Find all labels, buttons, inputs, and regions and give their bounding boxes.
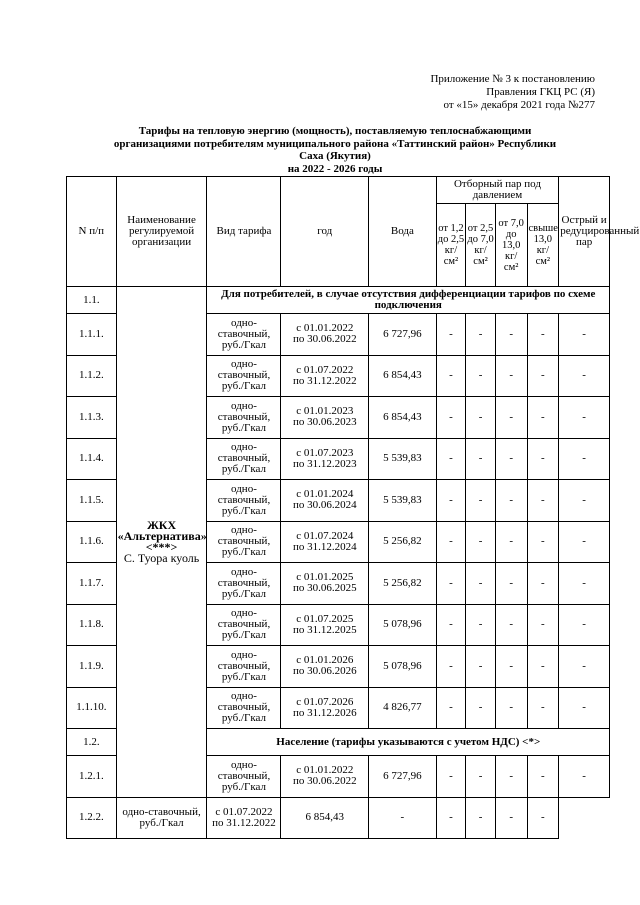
tariff-period	[281, 355, 369, 397]
section-label: Для потребителей, в случае отсутствия дифференциации тарифов по схеме подключения	[207, 287, 610, 314]
annex-reference	[430, 73, 595, 112]
water-tariff: 6 727,96	[369, 756, 437, 798]
steam-3-tariff: -	[495, 438, 527, 480]
tariff-period	[281, 480, 369, 522]
water-tariff: 5 256,82	[369, 563, 437, 605]
section-label: Население (тарифы указываются с учетом НДС) <*>	[207, 729, 610, 756]
steam-4-tariff: -	[527, 521, 559, 563]
steam-4-tariff: -	[527, 355, 559, 397]
tariff-period	[281, 756, 369, 798]
header-org: Наименование регулируемой организации	[116, 177, 207, 287]
steam-1-tariff: -	[436, 480, 466, 522]
steam-4-tariff: -	[527, 687, 559, 729]
steam-1-tariff: -	[369, 797, 437, 839]
period-from: с 01.07.2024	[296, 529, 354, 542]
hot-steam-tariff: -	[559, 756, 610, 798]
water-tariff: 6 854,43	[369, 397, 437, 439]
steam-3-tariff: -	[495, 480, 527, 522]
steam-2-tariff: -	[466, 756, 496, 798]
steam-4-tariff: -	[527, 756, 559, 798]
section-num: 1.2.	[67, 729, 117, 756]
period-from: с 01.07.2022	[296, 363, 354, 376]
header-kind: Вид тарифа	[207, 177, 281, 287]
annex-line-2: Правления ГКЦ РС (Я)	[486, 86, 595, 98]
steam-3-tariff: -	[495, 604, 527, 646]
steam-4-tariff: -	[527, 563, 559, 605]
row-num: 1.1.8.	[67, 604, 117, 646]
tariff-period	[281, 563, 369, 605]
period-from: с 01.07.2026	[296, 695, 354, 708]
tariff-table	[66, 176, 640, 839]
water-tariff: 6 727,96	[369, 314, 437, 356]
steam-1-tariff: -	[436, 521, 466, 563]
row-num: 1.1.9.	[67, 646, 117, 688]
hot-steam-tariff: -	[559, 521, 610, 563]
header-steam-col-4: свыше 13,0 кг/ см²	[527, 204, 559, 287]
tariff-period	[281, 646, 369, 688]
period-to: по 30.06.2025	[292, 582, 357, 595]
row-num: 1.2.2.	[67, 797, 117, 839]
period-from: с 01.01.2022	[296, 764, 354, 777]
period-to: по 30.06.2026	[292, 665, 357, 678]
title-line-4: на 2022 - 2026 годы	[287, 162, 383, 175]
steam-2-tariff: -	[466, 355, 496, 397]
organization-name: ЖКХ «Альтернатива» <***>	[117, 517, 207, 554]
steam-3-tariff: -	[495, 314, 527, 356]
tariff-kind: одно-ставочный, руб./Гкал	[207, 480, 281, 522]
period-from: с 01.01.2022	[296, 322, 354, 335]
period-to: по 30.06.2022	[292, 333, 357, 346]
tariff-row	[67, 797, 610, 839]
water-tariff: 4 826,77	[369, 687, 437, 729]
row-num: 1.1.4.	[67, 438, 117, 480]
period-from: с 01.01.2025	[296, 571, 354, 584]
steam-2-tariff: -	[466, 563, 496, 605]
hot-steam-tariff: -	[559, 355, 610, 397]
period-to: по 31.12.2022	[292, 374, 357, 387]
water-tariff: 5 539,83	[369, 480, 437, 522]
steam-1-tariff: -	[436, 687, 466, 729]
steam-3-tariff: -	[495, 397, 527, 439]
steam-3-tariff: -	[466, 797, 496, 839]
tariff-period	[207, 797, 281, 839]
steam-2-tariff: -	[436, 797, 466, 839]
steam-4-tariff: -	[527, 314, 559, 356]
tariff-kind: одно-ставочный, руб./Гкал	[207, 756, 281, 798]
steam-4-tariff: -	[527, 480, 559, 522]
header-hot-steam: Острый и редуцированный пар	[559, 177, 610, 287]
tariff-kind: одно-ставочный, руб./Гкал	[207, 314, 281, 356]
period-to: по 31.12.2023	[292, 457, 357, 470]
steam-1-tariff: -	[436, 397, 466, 439]
row-num: 1.1.3.	[67, 397, 117, 439]
steam-4-tariff: -	[527, 604, 559, 646]
steam-3-tariff: -	[495, 563, 527, 605]
tariff-period	[281, 314, 369, 356]
steam-1-tariff: -	[436, 314, 466, 356]
steam-1-tariff: -	[436, 355, 466, 397]
hot-steam-tariff: -	[559, 646, 610, 688]
hot-steam-tariff: -	[559, 563, 610, 605]
tariff-kind: одно-ставочный, руб./Гкал	[207, 687, 281, 729]
period-to: по 31.12.2026	[292, 706, 357, 719]
tariff-kind: одно-ставочный, руб./Гкал	[207, 646, 281, 688]
steam-1-tariff: -	[436, 646, 466, 688]
tariff-kind: одно-ставочный, руб./Гкал	[116, 797, 207, 839]
steam-2-tariff: -	[466, 521, 496, 563]
tariff-kind: одно-ставочный, руб./Гкал	[207, 604, 281, 646]
steam-3-tariff: -	[495, 756, 527, 798]
tariff-kind: одно-ставочный, руб./Гкал	[207, 521, 281, 563]
header-year: год	[281, 177, 369, 287]
tariff-period	[281, 397, 369, 439]
period-to: по 30.06.2024	[292, 499, 357, 512]
section-row	[67, 287, 610, 314]
hot-steam-tariff: -	[559, 480, 610, 522]
row-num: 1.1.1.	[67, 314, 117, 356]
steam-1-tariff: -	[436, 756, 466, 798]
hot-steam-tariff: -	[559, 397, 610, 439]
hot-steam-tariff: -	[527, 797, 559, 839]
title-line-2: организациями потребителям муниципального района «Таттинский район» Республики	[113, 137, 557, 150]
period-to: по 31.12.2025	[292, 623, 357, 636]
tariff-period	[281, 521, 369, 563]
hot-steam-tariff: -	[559, 604, 610, 646]
steam-2-tariff: -	[466, 438, 496, 480]
steam-2-tariff: -	[466, 646, 496, 688]
organization-location: С. Туора куоль	[123, 550, 200, 565]
header-water: Вода	[369, 177, 437, 287]
row-num: 1.1.10.	[67, 687, 117, 729]
water-tariff: 5 078,96	[369, 646, 437, 688]
header-steam-col-2: от 2,5 до 7,0 кг/ см²	[466, 204, 496, 287]
row-num: 1.1.5.	[67, 480, 117, 522]
tariff-kind: одно-ставочный, руб./Гкал	[207, 563, 281, 605]
header-steam-col-1: от 1,2 до 2,5 кг/ см²	[436, 204, 466, 287]
period-from: с 01.01.2024	[296, 488, 354, 501]
tariff-kind: одно-ставочный, руб./Гкал	[207, 438, 281, 480]
steam-2-tariff: -	[466, 604, 496, 646]
header-steam-group: Отборный пар под давлением	[436, 177, 559, 204]
steam-3-tariff: -	[495, 355, 527, 397]
steam-4-tariff: -	[527, 646, 559, 688]
tariff-period	[281, 604, 369, 646]
annex-line-3: от «15» декабря 2021 года №277	[443, 99, 595, 111]
water-tariff: 5 078,96	[369, 604, 437, 646]
period-from: с 01.01.2023	[296, 405, 354, 418]
title-line-1: Тарифы на тепловую энергию (мощность), поставляемую теплоснабжающими	[138, 125, 532, 137]
period-from: с 01.07.2022	[215, 805, 273, 818]
section-num: 1.1.	[67, 287, 117, 314]
header-steam-col-3: от 7,0 до 13,0 кг/ см²	[495, 204, 527, 287]
row-num: 1.1.7.	[67, 563, 117, 605]
period-from: с 01.07.2023	[296, 446, 354, 459]
header-num: N п/п	[67, 177, 117, 287]
tariff-kind: одно-ставочный, руб./Гкал	[207, 355, 281, 397]
tariff-period	[281, 687, 369, 729]
water-tariff: 6 854,43	[281, 797, 369, 839]
steam-1-tariff: -	[436, 563, 466, 605]
row-num: 1.2.1.	[67, 756, 117, 798]
row-num: 1.1.6.	[67, 521, 117, 563]
period-to: по 30.06.2022	[292, 775, 357, 788]
steam-2-tariff: -	[466, 397, 496, 439]
steam-4-tariff: -	[527, 438, 559, 480]
steam-2-tariff: -	[466, 480, 496, 522]
steam-2-tariff: -	[466, 314, 496, 356]
period-from: с 01.07.2025	[296, 612, 354, 625]
document-title	[70, 125, 600, 175]
period-to: по 30.06.2023	[292, 416, 357, 429]
steam-4-tariff: -	[495, 797, 527, 839]
water-tariff: 5 539,83	[369, 438, 437, 480]
row-num: 1.1.2.	[67, 355, 117, 397]
tariff-period	[281, 438, 369, 480]
steam-4-tariff: -	[527, 397, 559, 439]
organization-cell	[116, 287, 207, 798]
steam-3-tariff: -	[495, 646, 527, 688]
header-row-1	[67, 177, 610, 204]
hot-steam-tariff: -	[559, 314, 610, 356]
water-tariff: 6 854,43	[369, 355, 437, 397]
annex-line-1: Приложение № 3 к постановлению	[430, 73, 595, 85]
period-to: по 31.12.2022	[212, 816, 276, 829]
steam-2-tariff: -	[466, 687, 496, 729]
water-tariff: 5 256,82	[369, 521, 437, 563]
period-from: с 01.01.2026	[296, 654, 354, 667]
steam-1-tariff: -	[436, 604, 466, 646]
steam-3-tariff: -	[495, 687, 527, 729]
steam-3-tariff: -	[495, 521, 527, 563]
steam-1-tariff: -	[436, 438, 466, 480]
title-line-3: Саха (Якутия)	[299, 150, 371, 162]
period-to: по 31.12.2024	[292, 540, 357, 553]
tariff-kind: одно-ставочный, руб./Гкал	[207, 397, 281, 439]
hot-steam-tariff: -	[559, 687, 610, 729]
hot-steam-tariff: -	[559, 438, 610, 480]
